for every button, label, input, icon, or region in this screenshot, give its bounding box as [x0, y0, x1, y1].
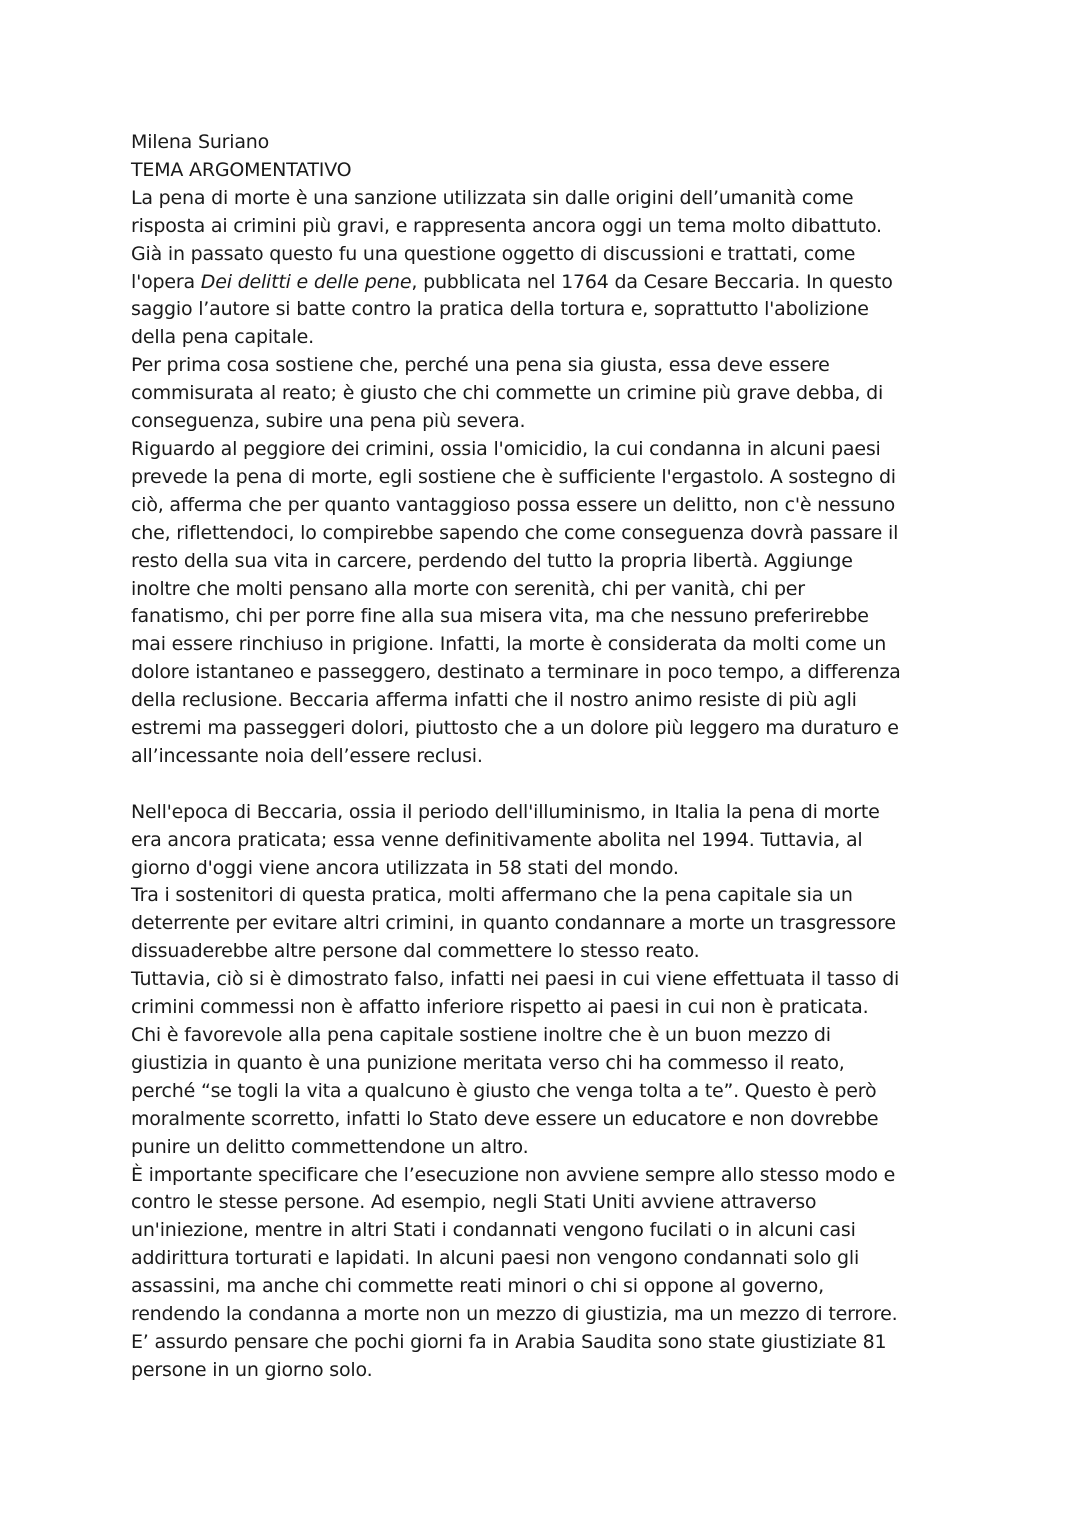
text-line: all’incessante noia dell’essere reclusi. [131, 744, 483, 767]
text-line: E’ assurdo pensare che pochi giorni fa in Arabia Saudita sono state giustiziate 81 [131, 1330, 887, 1353]
text-line: Tuttavia, ciò si è dimostrato falso, infatti nei paesi in cui viene effettuata il tasso di [131, 968, 900, 991]
text-line: prevede la pena di morte, egli sostiene che è sufficiente l'ergastolo. A sostegno di [131, 465, 896, 488]
text-line: della reclusione. Beccaria afferma infatti che il nostro animo resiste di più agli [131, 689, 857, 712]
paragraph-gap [131, 771, 961, 799]
text-line: Riguardo al peggiore dei crimini, ossia l'omicidio, la cui condanna in alcuni paesi [131, 437, 881, 460]
text-line: giustizia in quanto è una punizione meritata verso chi ha commesso il reato, [131, 1051, 845, 1074]
text-line: persone in un giorno solo. [131, 1358, 373, 1381]
text-line [131, 269, 961, 297]
text-line: Chi è favorevole alla pena capitale sostiene inoltre che è un buon mezzo di [131, 1023, 831, 1046]
text-line: dolore istantaneo e passeggero, destinato a terminare in poco tempo, a differenza [131, 661, 901, 684]
text-line: punire un delitto commettendone un altro. [131, 1135, 529, 1158]
text-line: conseguenza, subire una pena più severa. [131, 410, 526, 433]
document-page [131, 129, 961, 1385]
text-line: Tra i sostenitori di questa pratica, molti affermano che la pena capitale sia un [131, 884, 853, 907]
book-title: Dei delitti e delle pene [200, 270, 412, 293]
text-line: rendendo la condanna a morte non un mezzo di giustizia, ma un mezzo di terrore. [131, 1303, 898, 1326]
essay-body [131, 185, 961, 1385]
text-line: La pena di morte è una sanzione utilizzata sin dalle origini dell’umanità come [131, 186, 854, 209]
author-name: Milena Suriano [131, 131, 270, 153]
text-line: Per prima cosa sostiene che, perché una pena sia giusta, essa deve essere [131, 354, 830, 377]
text-line: dissuaderebbe altre persone dal commettere lo stesso reato. [131, 940, 700, 963]
text-line: perché “se togli la vita a qualcuno è giusto che venga tolta a te”. Questo è però [131, 1079, 877, 1102]
text-line: addirittura torturati e lapidati. In alcuni paesi non vengono condannati solo gli [131, 1247, 860, 1270]
text-line: un'iniezione, mentre in altri Stati i condannati vengono fucilati o in alcuni casi [131, 1219, 856, 1242]
text-line: Nell'epoca di Beccaria, ossia il periodo dell'illuminismo, in Italia la pena di morte [131, 800, 880, 823]
text-line: risposta ai crimini più gravi, e rappresenta ancora oggi un tema molto dibattuto. [131, 214, 882, 237]
text-line: che, riflettendoci, lo compirebbe sapendo che come conseguenza dovrà passare il [131, 521, 899, 544]
text-line: ciò, afferma che per quanto vantaggioso possa essere un delitto, non c'è nessuno [131, 493, 896, 516]
text-line: saggio l’autore si batte contro la pratica della tortura e, soprattutto l'abolizione [131, 298, 869, 321]
text-line: assassini, ma anche chi commette reati minori o chi si oppone al governo, [131, 1275, 824, 1298]
text-line: Già in passato questo fu una questione oggetto di discussioni e trattati, come [131, 242, 856, 265]
text-line: giorno d'oggi viene ancora utilizzata in 58 stati del mondo. [131, 856, 679, 879]
text-line: estremi ma passeggeri dolori, piuttosto che a un dolore più leggero ma duraturo e [131, 717, 899, 740]
text-line: crimini commessi non è affatto inferiore rispetto ai paesi in cui non è praticata. [131, 996, 869, 1019]
text-line: deterrente per evitare altri crimini, in quanto condannare a morte un trasgressore [131, 912, 896, 935]
text-segment: l'opera [131, 270, 201, 293]
essay-title: TEMA ARGOMENTATIVO [131, 158, 352, 181]
text-line: contro le stesse persone. Ad esempio, negli Stati Uniti avviene attraverso [131, 1191, 817, 1214]
text-line: commisurata al reato; è giusto che chi commette un crimine più grave debba, di [131, 382, 884, 405]
text-line: resto della sua vita in carcere, perdendo del tutto la propria libertà. Aggiunge [131, 549, 853, 572]
text-segment: , pubblicata nel 1764 da Cesare Beccaria. In questo [411, 270, 893, 293]
text-line: mai essere rinchiuso in prigione. Infatti, la morte è considerata da molti come un [131, 633, 887, 656]
text-line: era ancora praticata; essa venne definitivamente abolita nel 1994. Tuttavia, al [131, 828, 863, 851]
text-line: inoltre che molti pensano alla morte con serenità, chi per vanità, chi per [131, 577, 805, 600]
text-line: È importante specificare che l’esecuzione non avviene sempre allo stesso modo e [131, 1163, 896, 1186]
text-line: fanatismo, chi per porre fine alla sua misera vita, ma che nessuno preferirebbe [131, 605, 869, 628]
text-line: moralmente scorretto, infatti lo Stato deve essere un educatore e non dovrebbe [131, 1107, 879, 1130]
text-line: della pena capitale. [131, 326, 314, 349]
